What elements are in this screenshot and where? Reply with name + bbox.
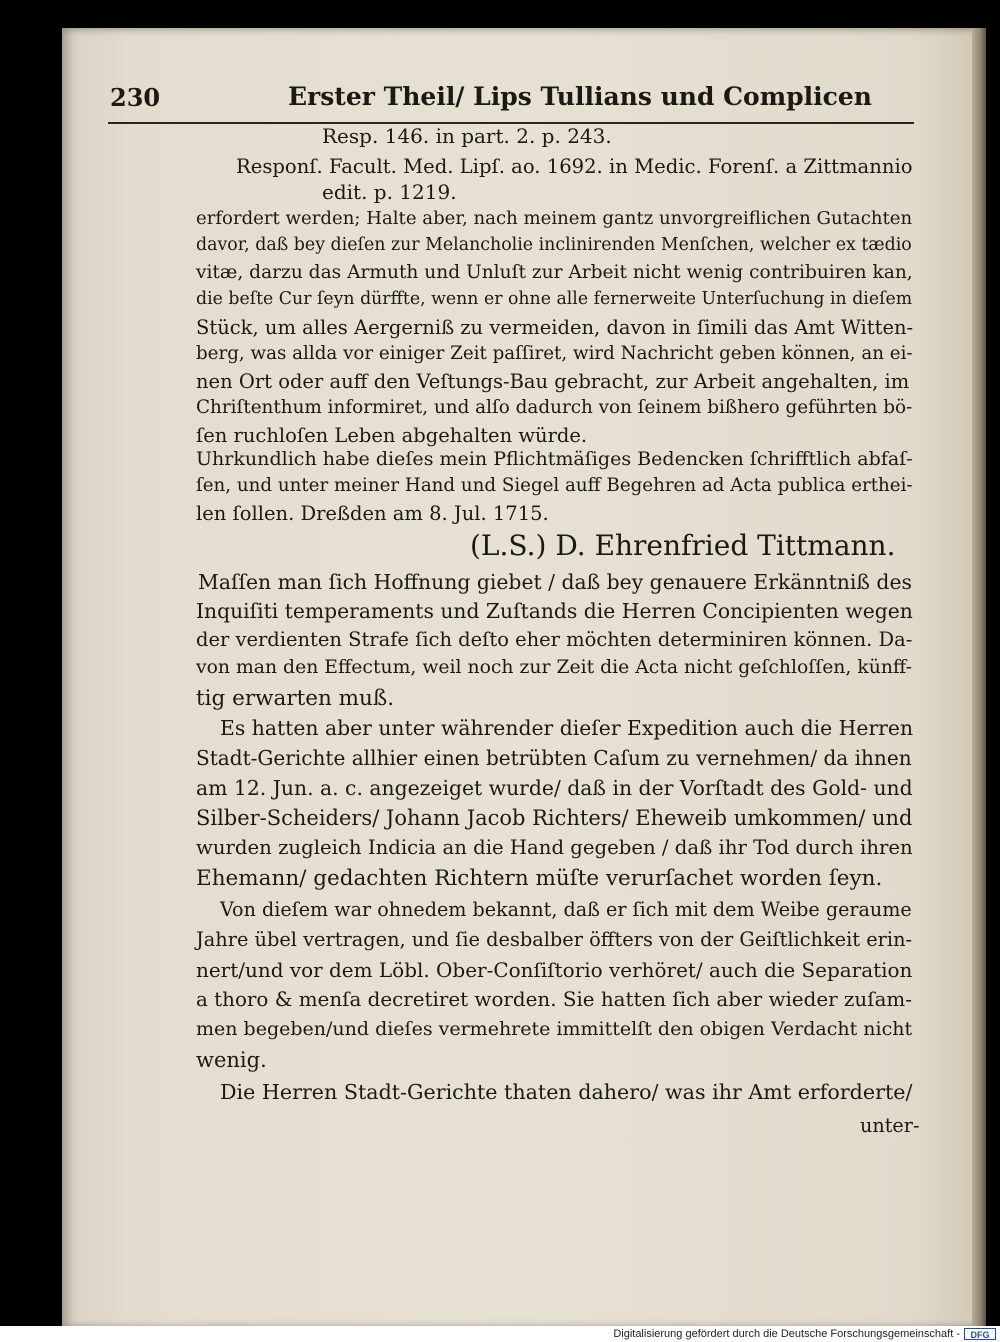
text-line: Jahre übel vertragen, und ſie desbalber öffters von der Geiſtlichkeit erin- (196, 928, 913, 951)
text-line: Uhrkundlich habe dieſes mein Pflichtmäſiges Bedencken ſchrifftlich abfaſ- (196, 448, 913, 470)
text-line: ſen ruchloſen Leben abgehalten würde. (196, 424, 588, 447)
text-line: davor, daß bey dieſen zur Melancholie inclinirenden Menſchen, welcher ex tædio (196, 235, 912, 255)
text-line: Die Herren Stadt-Gerichte thaten dahero/ was ihr Amt erforderte/ (220, 1080, 913, 1104)
running-title: Erster Theil/ Lips Tullians und Complicen (288, 82, 872, 111)
text-line: tig erwarten muß. (196, 686, 395, 711)
dfg-logo-icon: DFG (964, 1328, 996, 1340)
text-line: Silber-Scheiders/ Johann Jacob Richters/ Eheweib umkommen/ und (196, 806, 913, 830)
text-line: len ſollen. Dreßden am 8. Jul. 1715. (196, 502, 549, 525)
text-line: ſen, und unter meiner Hand und Siegel auff Begehren ad Acta publica erthei- (196, 475, 913, 496)
catchword: unter- (860, 1114, 920, 1137)
text-line: Maſſen man ſich Hoffnung giebet / daß bey genauere Erkänntniß des (198, 570, 912, 594)
text-line: a thoro & menſa decretiret worden. Sie hatten ſich aber wieder zuſam- (196, 988, 912, 1011)
text-line: Es hatten aber unter währender dieſer Expedition auch die Herren (220, 716, 914, 740)
text-line: Stück, um alles Aergerniß zu vermeiden, davon in ſimili das Amt Witten- (196, 316, 914, 339)
page-number: 230 (110, 83, 161, 112)
reference-line: Responſ. Facult. Med. Lipſ. ao. 1692. in Medic. Forenſ. a Zittmannio (236, 155, 913, 178)
text-line: nert/und vor dem Löbl. Ober-Conſiſtorio verhöret/ auch die Separation (196, 958, 913, 982)
text-line: Chriſtenthum informiret, und alſo dadurch von ſeinem bißhero geführten bö- (196, 397, 913, 418)
text-line: der verdienten Strafe ſich deſto eher möchten determiniren können. Da- (196, 628, 913, 651)
reference-line: Resp. 146. in part. 2. p. 243. (322, 124, 612, 148)
text-line: berg, was allda vor einiger Zeit paſſiret, wird Nachricht geben können, an ei- (196, 343, 913, 364)
text-line: Inquiſiti temperaments und Zuſtands die Herren Concipienten wegen (196, 599, 913, 623)
reference-line: edit. p. 1219. (322, 180, 457, 204)
page-edge (972, 28, 986, 1328)
funding-credit: Digitalisierung gefördert durch die Deutsche Forschungsgemeinschaft - (613, 1328, 960, 1340)
text-line: Stadt-Gerichte allhier einen betrübten Caſum zu vernehmen/ da ihnen (196, 746, 912, 770)
text-line: erfordert werden; Halte aber, nach meinem gantz unvorgreiflichen Gutachten (196, 208, 913, 229)
text-line: men begeben/und dieſes vermehrete immittelſt den obigen Verdacht nicht (196, 1018, 913, 1040)
text-line: Ehemann/ gedachten Richtern müſte verurſachet worden ſeyn. (196, 866, 883, 891)
text-line: am 12. Jun. a. c. angezeiget wurde/ daß in der Vorſtadt des Gold- und (196, 776, 913, 800)
text-line: wenig. (196, 1048, 267, 1072)
text-line: die beſte Cur ſeyn dürffte, wenn er ohne alle fernerweite Unterſuchung in dieſem (196, 289, 913, 309)
text-line: von man den Effectum, weil noch zur Zeit die Acta nicht geſchloſſen, künff- (196, 657, 912, 678)
footer-bar (0, 1326, 1000, 1342)
text-line: nen Ort oder auff den Veſtungs-Bau gebracht, zur Arbeit angehalten, im (196, 370, 910, 393)
text-line: Von dieſem war ohnedem bekannt, daß er ſich mit dem Weibe geraume (220, 898, 912, 921)
signature: (L.S.) D. Ehrenfried Tittmann. (470, 529, 896, 562)
text-line: vitæ, darzu das Armuth und Unluſt zur Arbeit nicht wenig contribuiren kan, (196, 262, 913, 283)
text-line: wurden zugleich Indicia an die Hand gegeben / daß ihr Tod durch ihren (196, 836, 913, 859)
